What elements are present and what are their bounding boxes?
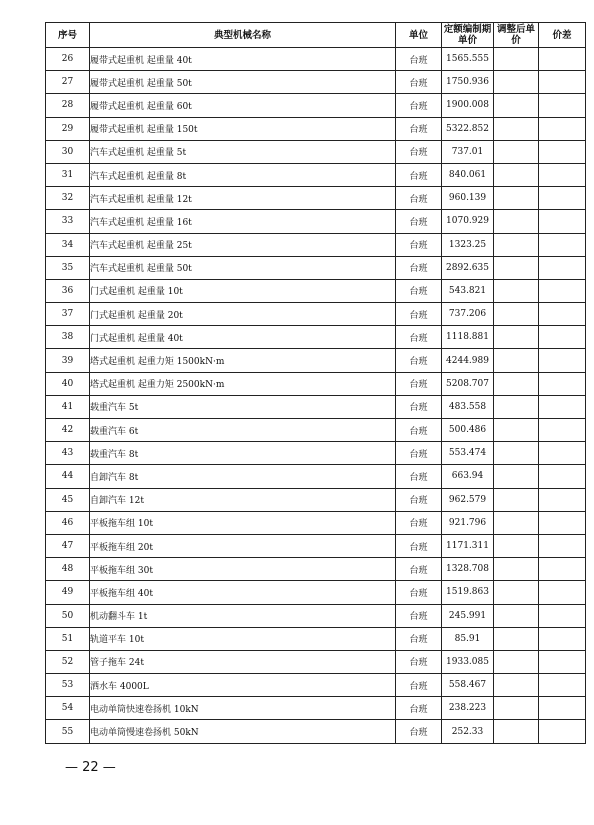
- row-unit-cell: 台班: [396, 534, 442, 557]
- row-unit-cell: 台班: [396, 697, 442, 720]
- row-unit-cell: 台班: [396, 279, 442, 302]
- table-row: [46, 163, 586, 186]
- row-quota-price-cell: 737.206: [442, 303, 494, 326]
- row-machine-name-cell: 电动单筒快速卷扬机 10kN: [90, 697, 396, 720]
- row-adjusted-price-cell: [494, 163, 539, 186]
- row-quota-price-cell: 2892.635: [442, 256, 494, 279]
- row-adjusted-price-cell: [494, 256, 539, 279]
- header-unit: 单位: [396, 23, 442, 48]
- row-quota-price-cell: 85.91: [442, 627, 494, 650]
- row-quota-price-cell: 5208.707: [442, 372, 494, 395]
- table-row: [46, 372, 586, 395]
- row-unit-cell: 台班: [396, 604, 442, 627]
- row-machine-name-cell: 载重汽车 6t: [90, 419, 396, 442]
- row-price-difference-cell: [539, 233, 586, 256]
- row-machine-name-cell: 洒水车 4000L: [90, 674, 396, 697]
- row-quota-price-cell: 245.991: [442, 604, 494, 627]
- row-machine-name-cell: 载重汽车 8t: [90, 442, 396, 465]
- row-quota-price-cell: 238.223: [442, 697, 494, 720]
- row-seq-cell: 28: [46, 94, 90, 117]
- row-quota-price-cell: 1750.936: [442, 71, 494, 94]
- row-adjusted-price-cell: [494, 71, 539, 94]
- row-machine-name-cell: 门式起重机 起重量 10t: [90, 279, 396, 302]
- header-adjusted-price: 调整后单价: [494, 23, 539, 48]
- row-price-difference-cell: [539, 558, 586, 581]
- row-seq-cell: 34: [46, 233, 90, 256]
- table-row: [46, 71, 586, 94]
- row-price-difference-cell: [539, 71, 586, 94]
- row-quota-price-cell: 5322.852: [442, 117, 494, 140]
- table-row: [46, 581, 586, 604]
- header-price-difference: 价差: [539, 23, 586, 48]
- row-seq-cell: 52: [46, 650, 90, 673]
- row-adjusted-price-cell: [494, 140, 539, 163]
- row-machine-name-cell: 汽车式起重机 起重量 12t: [90, 187, 396, 210]
- row-quota-price-cell: 663.94: [442, 465, 494, 488]
- header-quota-price: 定额编制期单价: [442, 23, 494, 48]
- row-unit-cell: 台班: [396, 163, 442, 186]
- row-seq-cell: 45: [46, 488, 90, 511]
- row-unit-cell: 台班: [396, 187, 442, 210]
- row-seq-cell: 55: [46, 720, 90, 743]
- row-seq-cell: 36: [46, 279, 90, 302]
- row-unit-cell: 台班: [396, 94, 442, 117]
- row-quota-price-cell: 1070.929: [442, 210, 494, 233]
- row-price-difference-cell: [539, 604, 586, 627]
- row-adjusted-price-cell: [494, 117, 539, 140]
- table-row: [46, 674, 586, 697]
- row-seq-cell: 33: [46, 210, 90, 233]
- row-machine-name-cell: 自卸汽车 12t: [90, 488, 396, 511]
- row-seq-cell: 42: [46, 419, 90, 442]
- row-price-difference-cell: [539, 256, 586, 279]
- table-row: [46, 140, 586, 163]
- row-machine-name-cell: 轨道平车 10t: [90, 627, 396, 650]
- row-quota-price-cell: 553.474: [442, 442, 494, 465]
- row-price-difference-cell: [539, 48, 586, 71]
- row-quota-price-cell: 840.061: [442, 163, 494, 186]
- row-adjusted-price-cell: [494, 210, 539, 233]
- row-price-difference-cell: [539, 372, 586, 395]
- row-unit-cell: 台班: [396, 511, 442, 534]
- row-unit-cell: 台班: [396, 674, 442, 697]
- table-row: [46, 720, 586, 743]
- row-machine-name-cell: 汽车式起重机 起重量 50t: [90, 256, 396, 279]
- row-machine-name-cell: 汽车式起重机 起重量 25t: [90, 233, 396, 256]
- row-quota-price-cell: 1519.863: [442, 581, 494, 604]
- row-machine-name-cell: 电动单筒慢速卷扬机 50kN: [90, 720, 396, 743]
- row-machine-name-cell: 平板拖车组 30t: [90, 558, 396, 581]
- table-row: [46, 697, 586, 720]
- row-price-difference-cell: [539, 326, 586, 349]
- row-seq-cell: 30: [46, 140, 90, 163]
- row-price-difference-cell: [539, 627, 586, 650]
- row-machine-name-cell: 平板拖车组 40t: [90, 581, 396, 604]
- table-row: [46, 326, 586, 349]
- table-row: [46, 419, 586, 442]
- row-seq-cell: 53: [46, 674, 90, 697]
- page-number: — 22 —: [65, 760, 116, 775]
- row-machine-name-cell: 门式起重机 起重量 20t: [90, 303, 396, 326]
- row-machine-name-cell: 汽车式起重机 起重量 5t: [90, 140, 396, 163]
- row-seq-cell: 37: [46, 303, 90, 326]
- row-adjusted-price-cell: [494, 650, 539, 673]
- table-row: [46, 48, 586, 71]
- row-adjusted-price-cell: [494, 627, 539, 650]
- table-row: [46, 604, 586, 627]
- row-unit-cell: 台班: [396, 465, 442, 488]
- table-row: [46, 511, 586, 534]
- row-price-difference-cell: [539, 140, 586, 163]
- table-header-row: [46, 23, 586, 48]
- row-quota-price-cell: 543.821: [442, 279, 494, 302]
- row-machine-name-cell: 平板拖车组 10t: [90, 511, 396, 534]
- table-row: [46, 395, 586, 418]
- row-quota-price-cell: 921.796: [442, 511, 494, 534]
- row-adjusted-price-cell: [494, 303, 539, 326]
- table-row: [46, 534, 586, 557]
- row-unit-cell: 台班: [396, 117, 442, 140]
- row-unit-cell: 台班: [396, 303, 442, 326]
- row-seq-cell: 26: [46, 48, 90, 71]
- row-adjusted-price-cell: [494, 697, 539, 720]
- row-unit-cell: 台班: [396, 720, 442, 743]
- row-seq-cell: 29: [46, 117, 90, 140]
- row-seq-cell: 51: [46, 627, 90, 650]
- table-row: [46, 279, 586, 302]
- row-adjusted-price-cell: [494, 372, 539, 395]
- row-adjusted-price-cell: [494, 604, 539, 627]
- row-quota-price-cell: 4244.989: [442, 349, 494, 372]
- row-machine-name-cell: 管子拖车 24t: [90, 650, 396, 673]
- row-adjusted-price-cell: [494, 720, 539, 743]
- row-adjusted-price-cell: [494, 511, 539, 534]
- row-price-difference-cell: [539, 581, 586, 604]
- row-unit-cell: 台班: [396, 372, 442, 395]
- row-unit-cell: 台班: [396, 627, 442, 650]
- row-quota-price-cell: 1565.555: [442, 48, 494, 71]
- row-quota-price-cell: 500.486: [442, 419, 494, 442]
- row-price-difference-cell: [539, 187, 586, 210]
- row-machine-name-cell: 履带式起重机 起重量 60t: [90, 94, 396, 117]
- row-machine-name-cell: 自卸汽车 8t: [90, 465, 396, 488]
- row-unit-cell: 台班: [396, 349, 442, 372]
- table-row: [46, 442, 586, 465]
- row-price-difference-cell: [539, 210, 586, 233]
- row-seq-cell: 54: [46, 697, 90, 720]
- row-adjusted-price-cell: [494, 558, 539, 581]
- row-adjusted-price-cell: [494, 488, 539, 511]
- table-row: [46, 488, 586, 511]
- header-seq: 序号: [46, 23, 90, 48]
- table-row: [46, 349, 586, 372]
- row-adjusted-price-cell: [494, 442, 539, 465]
- row-quota-price-cell: 1328.708: [442, 558, 494, 581]
- row-quota-price-cell: 962.579: [442, 488, 494, 511]
- table-row: [46, 94, 586, 117]
- row-quota-price-cell: 1900.008: [442, 94, 494, 117]
- row-seq-cell: 31: [46, 163, 90, 186]
- row-price-difference-cell: [539, 697, 586, 720]
- row-adjusted-price-cell: [494, 465, 539, 488]
- table-row: [46, 650, 586, 673]
- row-adjusted-price-cell: [494, 233, 539, 256]
- row-quota-price-cell: 558.467: [442, 674, 494, 697]
- table-row: [46, 233, 586, 256]
- table-row: [46, 303, 586, 326]
- row-price-difference-cell: [539, 303, 586, 326]
- row-price-difference-cell: [539, 674, 586, 697]
- row-seq-cell: 46: [46, 511, 90, 534]
- row-quota-price-cell: 960.139: [442, 187, 494, 210]
- row-adjusted-price-cell: [494, 48, 539, 71]
- row-unit-cell: 台班: [396, 256, 442, 279]
- row-price-difference-cell: [539, 465, 586, 488]
- row-adjusted-price-cell: [494, 326, 539, 349]
- row-machine-name-cell: 履带式起重机 起重量 40t: [90, 48, 396, 71]
- row-quota-price-cell: 1118.881: [442, 326, 494, 349]
- row-price-difference-cell: [539, 534, 586, 557]
- row-unit-cell: 台班: [396, 442, 442, 465]
- table-row: [46, 187, 586, 210]
- row-price-difference-cell: [539, 163, 586, 186]
- row-unit-cell: 台班: [396, 581, 442, 604]
- table-row: [46, 627, 586, 650]
- row-unit-cell: 台班: [396, 395, 442, 418]
- row-seq-cell: 35: [46, 256, 90, 279]
- row-unit-cell: 台班: [396, 650, 442, 673]
- row-machine-name-cell: 载重汽车 5t: [90, 395, 396, 418]
- header-machine-name: 典型机械名称: [90, 23, 396, 48]
- row-seq-cell: 44: [46, 465, 90, 488]
- row-machine-name-cell: 门式起重机 起重量 40t: [90, 326, 396, 349]
- table-row: [46, 558, 586, 581]
- row-quota-price-cell: 1933.085: [442, 650, 494, 673]
- row-unit-cell: 台班: [396, 140, 442, 163]
- row-adjusted-price-cell: [494, 94, 539, 117]
- row-unit-cell: 台班: [396, 558, 442, 581]
- row-machine-name-cell: 机动翻斗车 1t: [90, 604, 396, 627]
- row-price-difference-cell: [539, 117, 586, 140]
- row-price-difference-cell: [539, 279, 586, 302]
- row-unit-cell: 台班: [396, 233, 442, 256]
- row-machine-name-cell: 履带式起重机 起重量 150t: [90, 117, 396, 140]
- row-unit-cell: 台班: [396, 48, 442, 71]
- row-seq-cell: 32: [46, 187, 90, 210]
- row-price-difference-cell: [539, 511, 586, 534]
- row-seq-cell: 39: [46, 349, 90, 372]
- row-machine-name-cell: 塔式起重机 起重力矩 1500kN·m: [90, 349, 396, 372]
- row-adjusted-price-cell: [494, 534, 539, 557]
- row-seq-cell: 41: [46, 395, 90, 418]
- row-machine-name-cell: 塔式起重机 起重力矩 2500kN·m: [90, 372, 396, 395]
- row-seq-cell: 47: [46, 534, 90, 557]
- row-adjusted-price-cell: [494, 395, 539, 418]
- row-adjusted-price-cell: [494, 674, 539, 697]
- row-quota-price-cell: 1323.25: [442, 233, 494, 256]
- row-quota-price-cell: 737.01: [442, 140, 494, 163]
- machinery-price-table: [45, 22, 586, 744]
- row-adjusted-price-cell: [494, 419, 539, 442]
- row-unit-cell: 台班: [396, 488, 442, 511]
- row-price-difference-cell: [539, 349, 586, 372]
- row-seq-cell: 43: [46, 442, 90, 465]
- table-row: [46, 256, 586, 279]
- row-seq-cell: 27: [46, 71, 90, 94]
- row-adjusted-price-cell: [494, 279, 539, 302]
- row-unit-cell: 台班: [396, 419, 442, 442]
- row-price-difference-cell: [539, 395, 586, 418]
- row-adjusted-price-cell: [494, 581, 539, 604]
- row-adjusted-price-cell: [494, 187, 539, 210]
- row-machine-name-cell: 汽车式起重机 起重量 16t: [90, 210, 396, 233]
- row-machine-name-cell: 汽车式起重机 起重量 8t: [90, 163, 396, 186]
- row-price-difference-cell: [539, 94, 586, 117]
- row-machine-name-cell: 平板拖车组 20t: [90, 534, 396, 557]
- row-price-difference-cell: [539, 720, 586, 743]
- table-row: [46, 465, 586, 488]
- row-unit-cell: 台班: [396, 210, 442, 233]
- row-seq-cell: 40: [46, 372, 90, 395]
- row-price-difference-cell: [539, 419, 586, 442]
- row-seq-cell: 49: [46, 581, 90, 604]
- row-unit-cell: 台班: [396, 326, 442, 349]
- row-machine-name-cell: 履带式起重机 起重量 50t: [90, 71, 396, 94]
- row-price-difference-cell: [539, 650, 586, 673]
- row-price-difference-cell: [539, 442, 586, 465]
- row-adjusted-price-cell: [494, 349, 539, 372]
- row-seq-cell: 48: [46, 558, 90, 581]
- row-quota-price-cell: 252.33: [442, 720, 494, 743]
- row-seq-cell: 38: [46, 326, 90, 349]
- row-quota-price-cell: 1171.311: [442, 534, 494, 557]
- row-unit-cell: 台班: [396, 71, 442, 94]
- row-seq-cell: 50: [46, 604, 90, 627]
- table-row: [46, 117, 586, 140]
- table-body: [46, 48, 586, 744]
- row-price-difference-cell: [539, 488, 586, 511]
- table-row: [46, 210, 586, 233]
- row-quota-price-cell: 483.558: [442, 395, 494, 418]
